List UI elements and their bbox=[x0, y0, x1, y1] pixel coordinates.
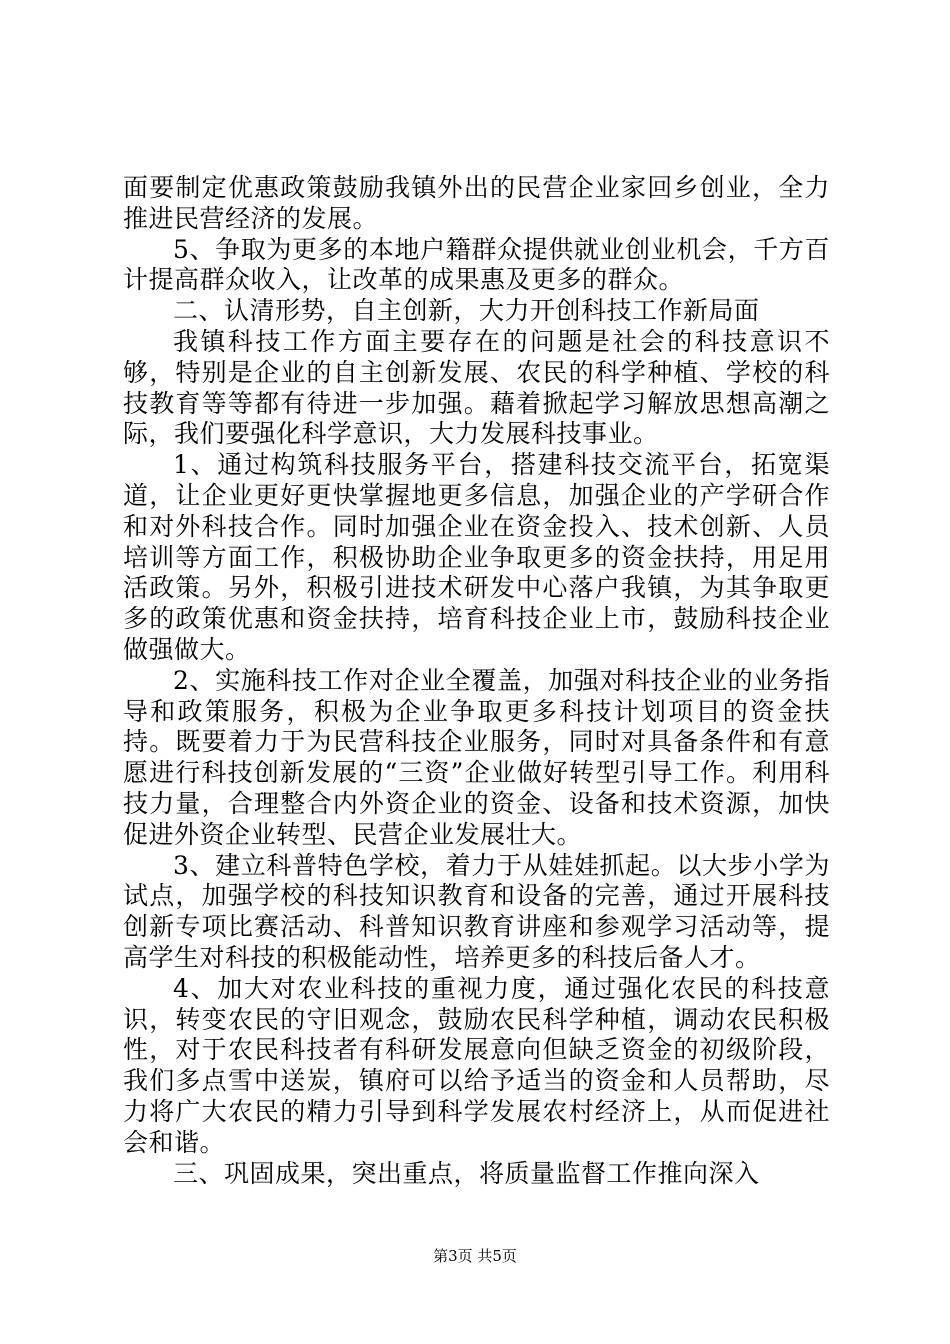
section-heading: 三、巩固成果，突出重点，将质量监督工作推向深入 bbox=[173, 1158, 760, 1188]
page-footer bbox=[0, 1246, 950, 1266]
paragraph: 面要制定优惠政策鼓励我镇外出的民营企业家回乡创业，全力推进民营经济的发展。 bbox=[123, 173, 830, 233]
paragraph: 3、建立科普特色学校，着力于从娃娃抓起。以大步小学为试点，加强学校的科技知识教育和设备的完善，通过开展科技创新专项比赛活动、科普知识教育讲座和参观学习活动等，提高学生对科技的积极能动性，培养更多的科技后备人才。 bbox=[123, 850, 830, 972]
page-number: 第3页 共5页 bbox=[433, 1247, 517, 1265]
paragraph: 5、争取为更多的本地户籍群众提供就业创业机会，千方百计提高群众收入，让改革的成果惠及更多的群众。 bbox=[123, 234, 830, 295]
document-body bbox=[123, 173, 830, 1189]
paragraph: 2、实施科技工作对企业全覆盖，加强对科技企业的业务指导和政策服务，积极为企业争取更多科技计划项目的资金扶持。既要着力于为民营科技企业服务，同时对具备条件和有意愿进行科技创新发展的“三资”企业做好转型引导工作。利用科技力量，合理整合内外资企业的资金、设备和技术资源，加快促进外资企业转型、民营企业发展壮大。 bbox=[123, 665, 830, 849]
paragraph: 1、通过构筑科技服务平台，搭建科技交流平台，拓宽渠道，让企业更好更快掌握地更多信息，加强企业的产学研合作和对外科技合作。同时加强企业在资金投入、技术创新、人员培训等方面工作，积极协助企业争取更多的资金扶持，用足用活政策。另外，积极引进技术研发中心落户我镇，为其争取更多的政策优惠和资金扶持，培育科技企业上市，鼓励科技企业做强做大。 bbox=[123, 450, 830, 664]
section-heading: 二、认清形势，自主创新，大力开创科技工作新局面 bbox=[173, 296, 760, 326]
paragraph: 4、加大对农业科技的重视力度，通过强化农民的科技意识，转变农民的守旧观念，鼓励农民科学种植，调动农民积极性，对于农民科技者有科研发展意向但缺乏资金的初级阶段，我们多点雪中送炭，镇府可以给予适当的资金和人员帮助，尽力将广大农民的精力引导到科学发展农村经济上，从而促进社会和谐。 bbox=[123, 973, 830, 1157]
paragraph: 我镇科技工作方面主要存在的问题是社会的科技意识不够，特别是企业的自主创新发展、农民的科学种植、学校的科技教育等等都有待进一步加强。藉着掀起学习解放思想高潮之际，我们要强化科学意识，大力发展科技事业。 bbox=[123, 326, 830, 449]
